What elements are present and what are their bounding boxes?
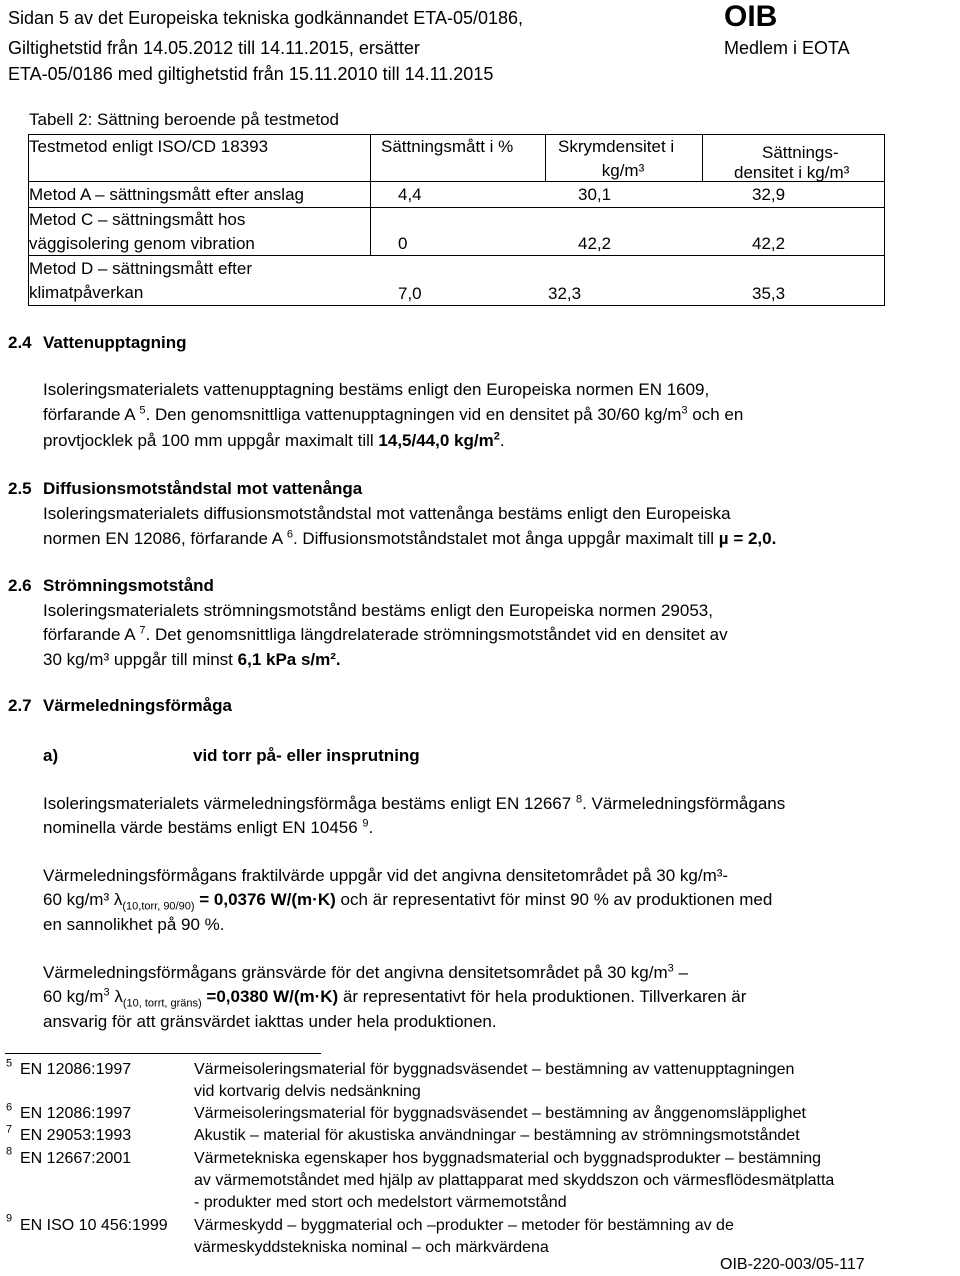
s27-p1-line-2: nominella värde bestäms enligt EN 10456 $^9$. bbox=[43, 817, 374, 837]
section-2-5-title: Diffusionsmotståndstal mot vattenånga bbox=[43, 479, 363, 498]
footnote-9-text-1: Värmeskydd – byggmaterial och –produkter – metoder för bestämning av de bbox=[194, 1217, 734, 1234]
header-density-1: Sättnings- bbox=[762, 143, 839, 162]
section-2-6-number: 2.6 bbox=[8, 576, 32, 595]
section-2-4-title: Vattenupptagning bbox=[43, 333, 187, 352]
row-a-method: Metod A – sättningsmått efter anslag bbox=[29, 185, 304, 204]
s27-p2-line-1: Värmeledningsförmågans fraktilvärde uppgår vid det angivna densitetområdet på 30 kg/m³- bbox=[43, 866, 729, 885]
footnote-separator bbox=[5, 1053, 321, 1054]
footnote-7-number: 7 bbox=[6, 1123, 13, 1136]
s27-p2-line-3: en sannolikhet på 90 %. bbox=[43, 915, 225, 934]
row-c-skrym: 42,2 bbox=[578, 234, 612, 253]
row-a-settlement: 4,4 bbox=[398, 185, 422, 204]
s27-p1-line-1: Isoleringsmaterialets värmeledningsförmåga bestäms enligt EN 12667 $^8$. Värmeledningsförmågans bbox=[43, 793, 786, 813]
table-caption: Tabell 2: Sättning beroende på testmetod bbox=[29, 110, 339, 129]
footnote-9-ref: EN ISO 10 456:1999 bbox=[20, 1217, 168, 1234]
header-line-2: Giltighetstid från 14.05.2012 till 14.11.2015, ersätter bbox=[8, 38, 420, 58]
subsection-a-label: a) bbox=[43, 746, 59, 765]
footnote-5-text-1: Värmeisoleringsmaterial för byggnadsväsendet – bestämning av vattenupptagningen bbox=[194, 1061, 795, 1078]
footnote-5-number: 5 bbox=[6, 1057, 13, 1070]
s27-p2-line-2: 60 kg/m³ $\lambda_{(10,torr, 90/90)} = 0,0376$ W/(m·K) och är representativt för minst 90 % av produktionen med bbox=[43, 890, 773, 913]
footnote-8-text-3: - produkter med stort och medelstort värmemotstånd bbox=[194, 1194, 567, 1211]
header-method: Testmetod enligt ISO/CD 18393 bbox=[29, 137, 269, 156]
section-2-6-title: Strömningsmotstånd bbox=[43, 576, 214, 595]
s25-line-1: Isoleringsmaterialets diffusionsmotståndstal mot vattenånga bestäms enligt den Europeiska bbox=[43, 504, 731, 523]
row-c-settlement: 0 bbox=[398, 234, 408, 253]
footnote-9-text-2: värmeskyddstekniska nominal – och märkvärdena bbox=[194, 1239, 549, 1256]
row-d-settlement: 7,0 bbox=[398, 284, 422, 303]
row-c-method-1: Metod C – sättningsmått hos bbox=[29, 210, 246, 229]
s25-line-2: normen EN 12086, förfarande A $^6$. Diffusionsmotståndstalet mot ånga uppgår maximalt till µ = 2,0. bbox=[43, 528, 777, 548]
document-number: OIB-220-003/05-117 bbox=[720, 1256, 865, 1273]
row-c-density: 42,2 bbox=[752, 234, 786, 253]
s26-line-3: 30 kg/m³ uppgår till minst 6,1 kPa s/m². bbox=[43, 650, 341, 669]
oib-logo: OIB bbox=[724, 0, 778, 33]
membership-label: Medlem i EOTA bbox=[724, 38, 850, 58]
row-d-skrym: 32,3 bbox=[548, 284, 582, 303]
footnote-6-text-1: Värmeisoleringsmaterial för byggnadsväsendet – bestämning av ånggenomsläpplighet bbox=[194, 1105, 806, 1122]
section-2-5-number: 2.5 bbox=[8, 479, 32, 498]
s26-line-1: Isoleringsmaterialets strömningsmotstånd bestäms enligt den Europeiska normen 29053, bbox=[43, 601, 713, 620]
s27-p3-line-1: Värmeledningsförmågans gränsvärde för det angivna densitetsområdet på 30 $kg/m^3$ – bbox=[43, 962, 688, 982]
header-settlement: Sättningsmått i % bbox=[381, 137, 514, 156]
row-c-method-2: väggisolering genom vibration bbox=[29, 234, 255, 253]
header-line-3: ETA-05/0186 med giltighetstid från 15.11.2010 till 14.11.2015 bbox=[8, 64, 494, 84]
s24-line-2: förfarande A $^5$. Den genomsnittliga vattenupptagningen vid en densitet på 30/60 $kg/m^3$ och en bbox=[43, 404, 744, 424]
footnote-8-text-1: Värmetekniska egenskaper hos byggnadsmaterial och byggnadsprodukter – bestämning bbox=[194, 1150, 822, 1167]
section-2-7-number: 2.7 bbox=[8, 696, 32, 715]
header-skrym-1: Skrymdensitet i bbox=[558, 137, 675, 156]
s27-p3-line-3: ansvarig för att gränsvärdet iakttas under hela produktionen. bbox=[43, 1012, 497, 1031]
header-density-2: densitet i kg/m³ bbox=[734, 163, 850, 182]
s26-line-2: förfarande A $^7$. Det genomsnittliga längdrelaterade strömningsmotståndet vid en densitet av bbox=[43, 624, 728, 644]
row-d-method-1: Metod D – sättningsmått efter bbox=[29, 259, 252, 278]
subsection-a-title: vid torr på- eller insprutning bbox=[193, 746, 420, 765]
settlement-table bbox=[28, 134, 885, 306]
footnote-7-ref: EN 29053:1993 bbox=[20, 1127, 132, 1144]
section-2-4-number: 2.4 bbox=[8, 333, 32, 352]
footnote-6-number: 6 bbox=[6, 1101, 13, 1114]
section-2-7-title: Värmeledningsförmåga bbox=[43, 696, 232, 715]
footnote-7-text-1: Akustik – material för akustiska användningar – bestämning av strömningsmotståndet bbox=[194, 1127, 800, 1144]
footnote-8-ref: EN 12667:2001 bbox=[20, 1150, 132, 1167]
row-a-density: 32,9 bbox=[752, 185, 786, 204]
s27-p3-line-2: 60 $kg/m^3$ $\lambda_{(10, torrt, gräns)} =0,0380$ W/(m·K) är representativt för hela produktionen. Tillverkaren är bbox=[43, 986, 747, 1010]
footnote-5-ref: EN 12086:1997 bbox=[20, 1061, 132, 1078]
footnote-5-text-2: vid kortvarig delvis nedsänkning bbox=[194, 1083, 421, 1100]
row-d-method-2: klimatpåverkan bbox=[29, 283, 144, 302]
footnote-8-number: 8 bbox=[6, 1145, 13, 1158]
s24-line-1: Isoleringsmaterialets vattenupptagning bestäms enligt den Europeiska normen EN 1609, bbox=[43, 380, 710, 399]
header-skrym-2: kg/m³ bbox=[601, 161, 645, 180]
footnote-8-text-2: av värmemotståndet med hjälp av plattapparat med skyddszon och värmesflödesmätplatta bbox=[194, 1172, 835, 1189]
footnote-6-ref: EN 12086:1997 bbox=[20, 1105, 132, 1122]
footnote-9-number: 9 bbox=[6, 1212, 13, 1225]
s24-line-3: provtjocklek på 100 mm uppgår maximalt till 14,5/44,0 $kg/m^2$. bbox=[43, 430, 505, 450]
row-d-density: 35,3 bbox=[752, 284, 786, 303]
row-a-skrym: 30,1 bbox=[578, 185, 612, 204]
header-line-1: Sidan 5 av det Europeiska tekniska godkännandet ETA-05/0186, bbox=[8, 8, 524, 28]
